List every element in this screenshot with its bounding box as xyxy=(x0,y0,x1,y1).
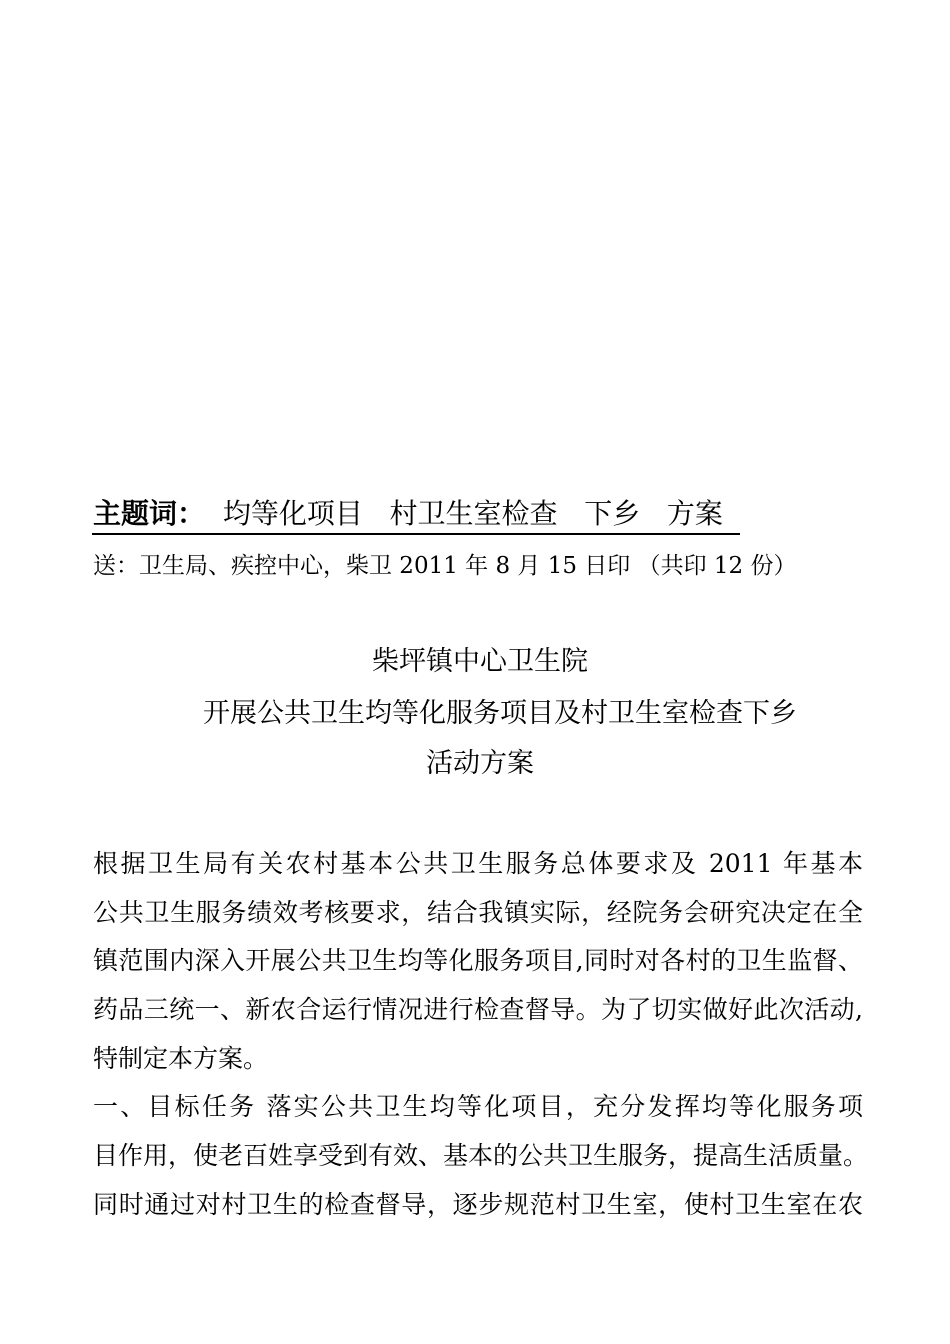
body-line: 镇范围内深入开展公共卫生均等化服务项目,同时对各村的卫生监督、 xyxy=(93,946,863,976)
subject-keywords-label: 主题词： xyxy=(93,497,206,530)
body-line: 药品三统一、新农合运行情况进行检查督导。为了切实做好此次活动, xyxy=(93,995,863,1025)
subject-keywords xyxy=(93,494,723,534)
keywords-divider xyxy=(92,533,740,535)
body-paragraphs xyxy=(93,842,869,1232)
distribution-line: 送：卫生局、疾控中心，柴卫 2011 年 8 月 15 日印 （共印 12 份） xyxy=(93,553,797,579)
body-line: 目作用，使老百姓享受到有效、基本的公共卫生服务，提高生活质量。 xyxy=(93,1141,869,1171)
body-line: 根据卫生局有关农村基本公共卫生服务总体要求及 2011 年基本 xyxy=(93,849,863,878)
document-title-main: 开展公共卫生均等化服务项目及村卫生室检查下乡 xyxy=(203,698,797,729)
subject-keywords-terms: 均等化项目 村卫生室检查 下乡 方案 xyxy=(205,497,723,530)
body-line: 特制定本方案。 xyxy=(93,1043,269,1073)
body-line: 公共卫生服务绩效考核要求，结合我镇实际，经院务会研究决定在全 xyxy=(93,897,863,927)
body-line: 一、目标任务 落实公共卫生均等化项目，充分发挥均等化服务项 xyxy=(93,1092,863,1122)
document-title-suffix: 活动方案 xyxy=(426,748,534,779)
body-line: 同时通过对村卫生的检查督导，逐步规范村卫生室，使村卫生室在农 xyxy=(93,1189,863,1219)
document-title-organization: 柴坪镇中心卫生院 xyxy=(372,646,588,677)
